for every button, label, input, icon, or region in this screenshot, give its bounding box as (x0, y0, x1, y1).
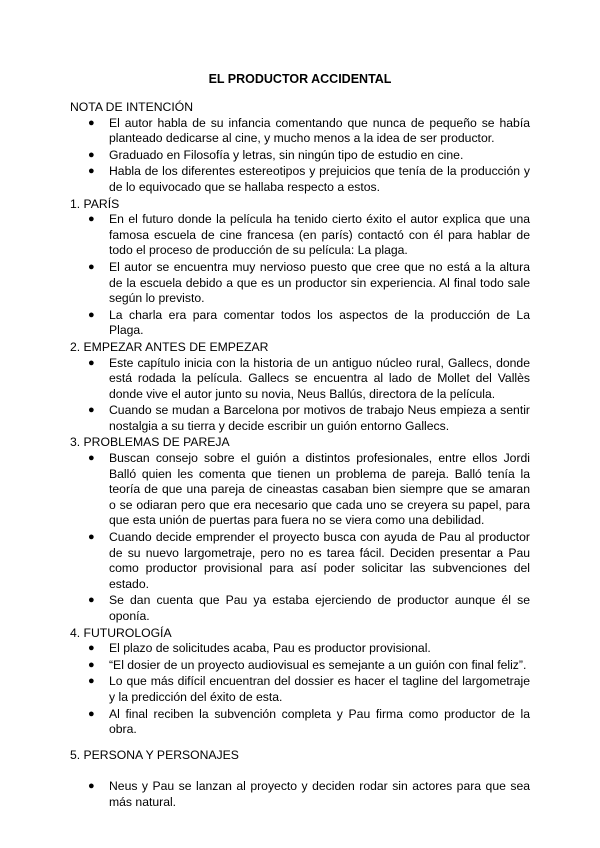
list-item-text: Buscan consejo sobre el guión a distintos profesionales, entre ellos Jordi Balló quien les comenta que tienen un problema de pareja. Balló tenía la teoría de que una pareja de cineastas casaban bien siempre que se amaran o se odiaran pero que era necesario que cada uno se creyera su papel, para que esta unión de puertas para fuera no se viera como una debilidad. (109, 451, 530, 528)
bullet-icon: ● (88, 308, 95, 321)
bullet-list (70, 451, 530, 625)
list-item-text: En el futuro donde la película ha tenido cierto éxito el autor explica que una famosa escuela de cine francesa (en parís) contactó con él para hablar de todo el proceso de producción de su película: La plaga. (109, 212, 530, 258)
bullet-icon: ● (88, 213, 95, 226)
list-item (88, 451, 530, 529)
bullet-icon: ● (88, 780, 95, 793)
bullet-icon: ● (88, 356, 95, 369)
list-item-text: Cuando se mudan a Barcelona por motivos de trabajo Neus empieza a sentir nostalgia a su tierra y decide escribir un guión entorno Gallecs. (109, 403, 530, 433)
list-item (88, 115, 530, 147)
list-item (88, 641, 530, 657)
bullet-icon: ● (88, 707, 95, 720)
section-heading: 4. FUTUROLOGÍA (70, 625, 172, 640)
section-heading: 5. PERSONA Y PERSONAJES (70, 747, 239, 762)
section-persona-y-personajes (70, 748, 530, 811)
section-nota-de-intencion (70, 100, 530, 196)
bullet-icon: ● (88, 642, 95, 655)
bullet-icon: ● (88, 165, 95, 178)
section-paris (70, 197, 530, 339)
list-item (88, 164, 530, 195)
section-problemas-de-pareja (70, 435, 530, 624)
list-item-text: Cuando decide emprender el proyecto busca con ayuda de Pau al productor de su nuevo largometraje, pero no es tarea fácil. Deciden presentar a Pau como productor provisional para así poder solicitar las subvenciones del estado. (109, 530, 530, 591)
section-empezar-antes-de-empezar (70, 340, 530, 435)
bullet-list (70, 779, 530, 810)
bullet-icon: ● (88, 404, 95, 417)
section-heading: 3. PROBLEMAS DE PAREJA (70, 435, 230, 450)
list-item-text: Lo que más difícil encuentran del dossier es hacer el tagline del largometraje y la predicción del éxito de esta. (109, 674, 530, 704)
list-item (88, 593, 530, 624)
document-body (70, 100, 530, 812)
list-item (88, 674, 530, 705)
bullet-icon: ● (88, 675, 95, 688)
list-item (88, 212, 530, 259)
list-item (88, 355, 530, 403)
bullet-list (70, 212, 530, 339)
bullet-icon: ● (88, 658, 95, 671)
list-item-text: Al final reciben la subvención completa y Pau firma como productor de la obra. (109, 706, 530, 737)
bullet-icon: ● (88, 260, 95, 273)
list-item-text: El autor habla de su infancia comentando que nunca de pequeño se había planteado dedicarse al cine, y mucho menos a la idea de ser productor. (109, 115, 530, 146)
section-heading: 1. PARÍS (70, 196, 120, 211)
bullet-list (70, 641, 530, 738)
list-item-text: Graduado en Filosofía y letras, sin ningún tipo de estudio en cine. (109, 147, 464, 162)
bullet-icon: ● (88, 594, 95, 607)
list-item-text: El autor se encuentra muy nervioso puesto que cree que no está a la altura de la escuela debido a que es un productor sin experiencia. Al final todo sale según lo previsto. (109, 259, 530, 306)
list-item-text: “El dosier de un proyecto audiovisual es semejante a un guión con final feliz”. (109, 657, 527, 672)
list-item-text: El plazo de solicitudes acaba, Pau es productor provisional. (109, 641, 431, 656)
section-futurologia (70, 626, 530, 738)
list-item (88, 147, 530, 164)
list-item (88, 403, 530, 434)
list-item (88, 657, 530, 674)
document-title: EL PRODUCTOR ACCIDENTAL (208, 72, 392, 86)
list-item-text: La charla era para comentar todos los aspectos de la producción de La Plaga. (109, 307, 530, 338)
list-item (88, 530, 530, 592)
bullet-icon: ● (88, 452, 95, 465)
bullet-list (70, 116, 530, 196)
bullet-list (70, 356, 530, 435)
list-item-text: Habla de los diferentes estereotipos y prejuicios que tenía de la producción y de lo equivocado que se hallaba respecto a estos. (109, 164, 530, 194)
list-item-text: Este capítulo inicia con la historia de un antiguo núcleo rural, Gallecs, donde está rodada la película. Gallecs se encuentra al lado de Mollet del Vallès donde vive el autor junto su novia, Neus Ballús, directora de la película. (109, 355, 530, 401)
bullet-icon: ● (88, 148, 95, 161)
list-item-text: Se dan cuenta que Pau ya estaba ejerciendo de productor aunque él se oponía. (109, 593, 530, 623)
section-heading: 2. EMPEZAR ANTES DE EMPEZAR (70, 339, 269, 354)
list-item-text: Neus y Pau se lanzan al proyecto y deciden rodar sin actores para que sea más natural. (109, 779, 530, 809)
section-heading: NOTA DE INTENCIÓN (70, 100, 194, 114)
list-item (88, 259, 530, 307)
bullet-icon: ● (88, 531, 95, 544)
list-item (88, 779, 530, 810)
list-item (88, 706, 530, 738)
bullet-icon: ● (88, 116, 95, 129)
list-item (88, 307, 530, 339)
